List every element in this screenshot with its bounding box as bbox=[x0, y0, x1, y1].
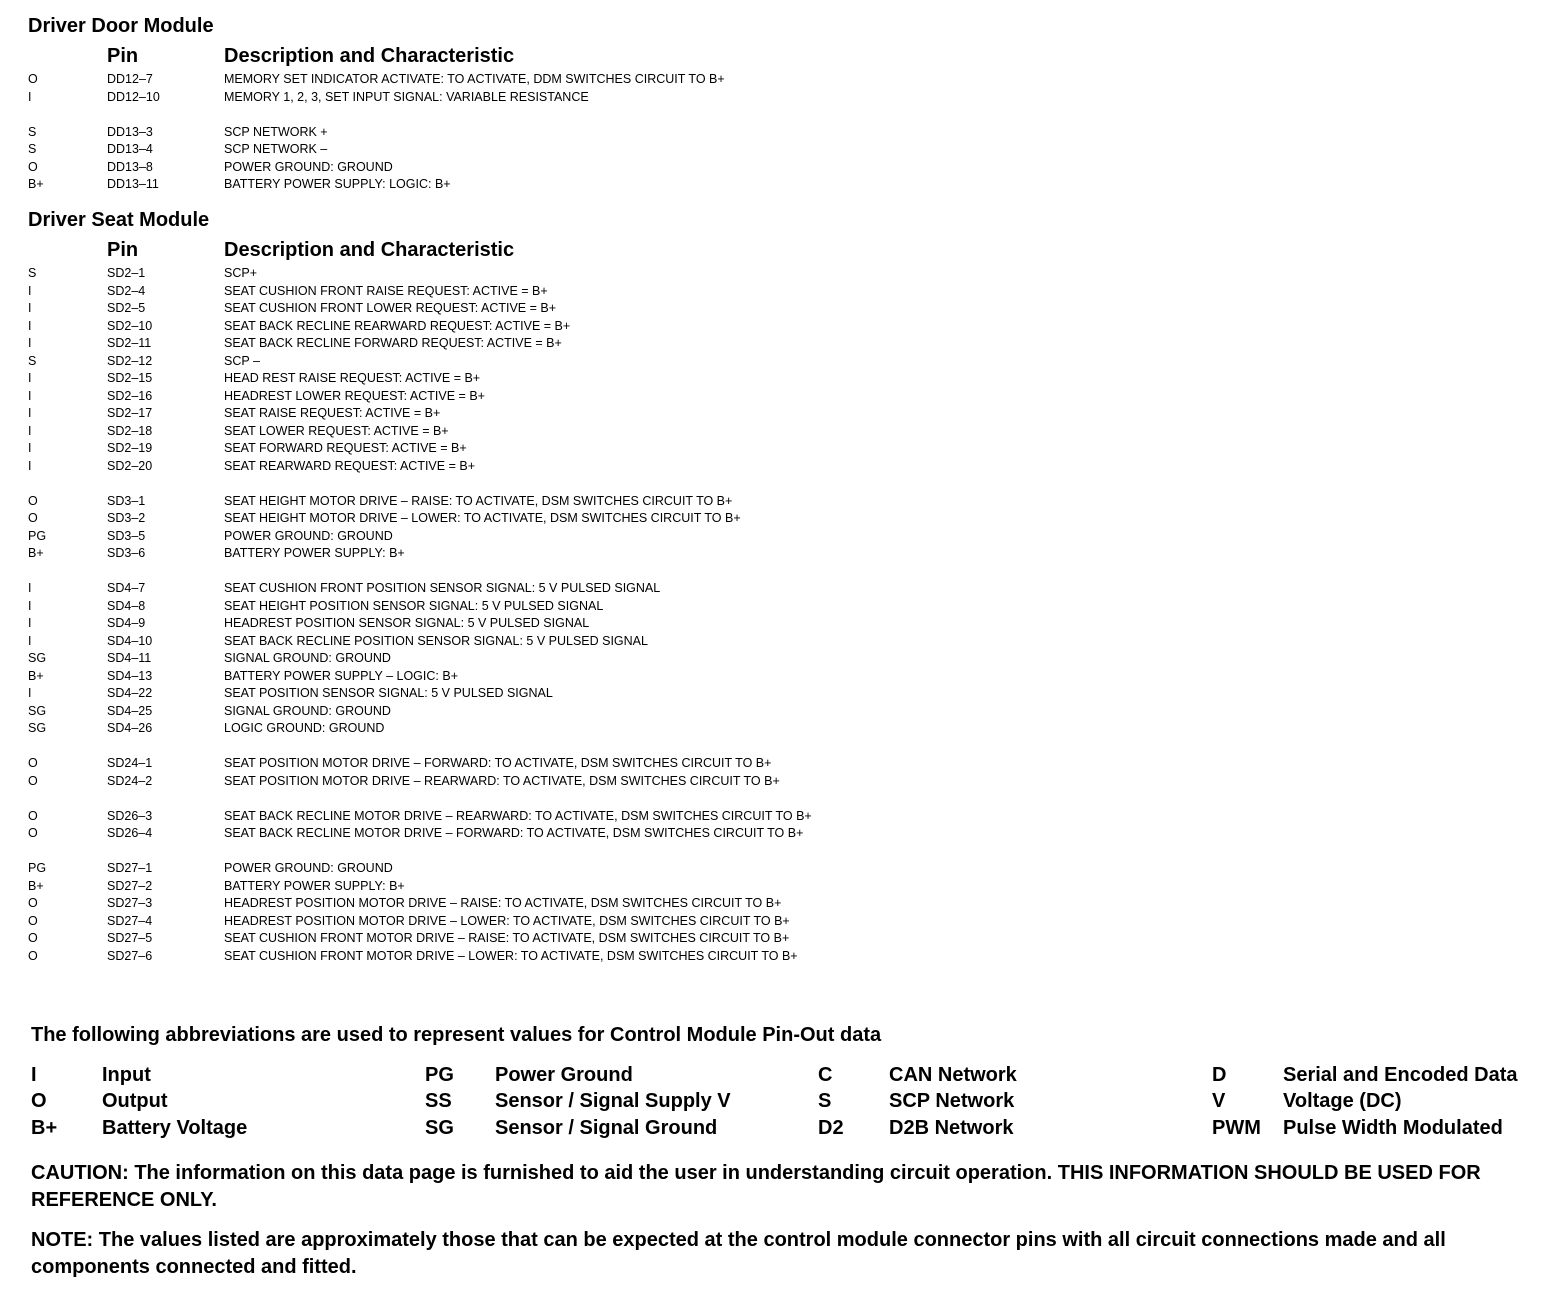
pin-type: O bbox=[28, 159, 38, 174]
pin-type: PG bbox=[28, 861, 47, 875]
pin-row bbox=[0, 633, 1000, 651]
pin-description: SEAT BACK RECLINE POSITION SENSOR SIGNAL: 5 V PULSED SIGNAL bbox=[224, 633, 648, 648]
abbreviation-row bbox=[0, 1088, 1568, 1114]
abbreviation-code: D2 bbox=[818, 1116, 844, 1139]
pin-type: B+ bbox=[28, 546, 44, 560]
pin-id: SD2–18 bbox=[107, 423, 153, 438]
pin-row bbox=[0, 405, 1000, 423]
abbreviation-meaning: D2B Network bbox=[889, 1116, 1014, 1139]
pin-type: I bbox=[28, 458, 32, 473]
group-spacer bbox=[0, 790, 1000, 808]
pin-id: SD2–5 bbox=[107, 301, 146, 315]
pin-row bbox=[0, 895, 1000, 913]
pin-row bbox=[0, 265, 1000, 283]
pin-id: SD3–5 bbox=[107, 528, 146, 543]
pin-type: I bbox=[28, 441, 32, 455]
pin-id: SD2–4 bbox=[107, 283, 146, 298]
pin-description: SEAT CUSHION FRONT POSITION SENSOR SIGNAL: 5 V PULSED SIGNAL bbox=[224, 581, 661, 595]
pin-type: I bbox=[28, 686, 32, 700]
pin-id: DD13–11 bbox=[107, 177, 159, 191]
pin-id: SD3–6 bbox=[107, 546, 146, 560]
abbreviation-code: PG bbox=[425, 1064, 454, 1086]
abbreviation-code: D bbox=[1212, 1064, 1227, 1086]
pin-type: I bbox=[28, 616, 32, 630]
pin-type: I bbox=[28, 318, 32, 333]
pin-description: SEAT FORWARD REQUEST: ACTIVE = B+ bbox=[224, 441, 467, 455]
pin-type: I bbox=[28, 336, 32, 350]
pin-id: SD4–8 bbox=[107, 598, 146, 613]
pin-description: SEAT BACK RECLINE MOTOR DRIVE – REARWARD: TO ACTIVATE, DSM SWITCHES CIRCUIT TO B+ bbox=[224, 808, 812, 823]
pin-row bbox=[0, 755, 1000, 773]
abbreviation-meaning: Pulse Width Modulated bbox=[1283, 1116, 1503, 1139]
pin-description: SEAT CUSHION FRONT RAISE REQUEST: ACTIVE = B+ bbox=[224, 283, 548, 298]
pin-type: B+ bbox=[28, 177, 44, 191]
pin-description: SCP NETWORK – bbox=[224, 142, 328, 156]
pin-row bbox=[0, 913, 1000, 931]
pin-id: SD4–22 bbox=[107, 686, 153, 700]
pin-id: SD2–15 bbox=[107, 371, 153, 385]
pin-row bbox=[0, 598, 1000, 616]
pin-type: S bbox=[28, 266, 37, 280]
pin-row bbox=[0, 440, 1000, 458]
pin-id: SD4–9 bbox=[107, 616, 146, 630]
pin-row bbox=[0, 159, 1000, 177]
pin-row bbox=[0, 948, 1000, 966]
pin-type: O bbox=[28, 808, 38, 823]
pin-type: I bbox=[28, 388, 32, 403]
group-spacer bbox=[0, 475, 1000, 493]
pin-type: I bbox=[28, 406, 32, 420]
pin-type: O bbox=[28, 896, 38, 910]
pin-id: SD24–1 bbox=[107, 756, 153, 770]
pin-type: B+ bbox=[28, 878, 44, 893]
pin-id: SD27–5 bbox=[107, 931, 153, 945]
pin-row bbox=[0, 930, 1000, 948]
pin-row bbox=[0, 650, 1000, 668]
pin-row bbox=[0, 528, 1000, 546]
pin-row bbox=[0, 773, 1000, 791]
pin-type: I bbox=[28, 371, 32, 385]
pin-description: MEMORY 1, 2, 3, SET INPUT SIGNAL: VARIABLE RESISTANCE bbox=[224, 89, 589, 104]
group-spacer bbox=[0, 738, 1000, 756]
group-spacer bbox=[0, 563, 1000, 581]
pin-description: HEAD REST RAISE REQUEST: ACTIVE = B+ bbox=[224, 371, 481, 385]
pin-type: O bbox=[28, 948, 38, 963]
pin-id: SD4–26 bbox=[107, 721, 153, 735]
pin-type: S bbox=[28, 142, 37, 156]
pin-id: SD4–13 bbox=[107, 668, 153, 683]
pin-type: I bbox=[28, 89, 32, 104]
pin-description: SEAT CUSHION FRONT LOWER REQUEST: ACTIVE = B+ bbox=[224, 301, 557, 315]
pin-description: HEADREST LOWER REQUEST: ACTIVE = B+ bbox=[224, 388, 485, 403]
pin-type: O bbox=[28, 931, 38, 945]
pin-row bbox=[0, 353, 1000, 371]
pin-description: SCP+ bbox=[224, 266, 258, 280]
pin-description: SEAT POSITION SENSOR SIGNAL: 5 V PULSED SIGNAL bbox=[224, 686, 553, 700]
pin-id: SD4–25 bbox=[107, 703, 153, 718]
abbreviation-code: S bbox=[818, 1090, 832, 1113]
pin-row bbox=[0, 510, 1000, 528]
pin-row bbox=[0, 71, 1000, 89]
abbreviation-meaning: Input bbox=[102, 1064, 151, 1086]
abbreviation-code: C bbox=[818, 1064, 833, 1086]
pin-id: SD2–12 bbox=[107, 353, 153, 368]
pin-id: SD2–1 bbox=[107, 266, 146, 280]
pin-id: DD12–7 bbox=[107, 72, 153, 86]
pin-description: SEAT BACK RECLINE REARWARD REQUEST: ACTIVE = B+ bbox=[224, 318, 571, 333]
group-spacer bbox=[0, 843, 1000, 861]
abbreviations-title: The following abbreviations are used to represent values for Control Module Pin-Out data bbox=[31, 1024, 882, 1046]
pin-row bbox=[0, 580, 1000, 598]
abbreviation-code: B+ bbox=[31, 1116, 58, 1139]
pin-id: SD2–20 bbox=[107, 458, 153, 473]
pin-type: O bbox=[28, 72, 38, 86]
pin-row bbox=[0, 423, 1000, 441]
pin-description: BATTERY POWER SUPPLY: LOGIC: B+ bbox=[224, 177, 451, 191]
pin-id: SD4–11 bbox=[107, 651, 152, 665]
pin-type: I bbox=[28, 581, 32, 595]
pin-id: SD4–7 bbox=[107, 581, 146, 595]
pin-row bbox=[0, 545, 1000, 563]
pin-id: SD27–4 bbox=[107, 913, 153, 928]
pin-id: SD3–2 bbox=[107, 511, 146, 525]
pin-row bbox=[0, 124, 1000, 142]
pin-type: O bbox=[28, 756, 38, 770]
pin-id: DD13–8 bbox=[107, 159, 153, 174]
pin-description: SEAT LOWER REQUEST: ACTIVE = B+ bbox=[224, 423, 449, 438]
pin-description: HEADREST POSITION MOTOR DRIVE – LOWER: TO ACTIVATE, DSM SWITCHES CIRCUIT TO B+ bbox=[224, 913, 790, 928]
pin-type: O bbox=[28, 493, 38, 508]
pin-row bbox=[0, 860, 1000, 878]
pin-description: BATTERY POWER SUPPLY: B+ bbox=[224, 878, 405, 893]
pin-description: SEAT REARWARD REQUEST: ACTIVE = B+ bbox=[224, 458, 475, 473]
pin-id: SD27–3 bbox=[107, 896, 153, 910]
pin-id: SD2–10 bbox=[107, 318, 153, 333]
abbreviation-code: PWM bbox=[1212, 1116, 1261, 1139]
pin-description: BATTERY POWER SUPPLY: B+ bbox=[224, 546, 405, 560]
pin-type: SG bbox=[28, 703, 47, 718]
pin-description: HEADREST POSITION SENSOR SIGNAL: 5 V PULSED SIGNAL bbox=[224, 616, 590, 630]
pin-row bbox=[0, 808, 1000, 826]
pin-row bbox=[0, 720, 1000, 738]
pin-type: I bbox=[28, 283, 32, 298]
pin-description: SIGNAL GROUND: GROUND bbox=[224, 651, 391, 665]
abbreviations-table bbox=[0, 1062, 1568, 1141]
pin-row bbox=[0, 458, 1000, 476]
pin-description: SEAT HEIGHT POSITION SENSOR SIGNAL: 5 V PULSED SIGNAL bbox=[224, 598, 604, 613]
pin-id: SD26–3 bbox=[107, 808, 153, 823]
pin-description: SIGNAL GROUND: GROUND bbox=[224, 703, 391, 718]
driver-seat-module-pin-list bbox=[0, 265, 1000, 965]
abbreviation-code: V bbox=[1212, 1090, 1226, 1113]
abbreviation-code: I bbox=[31, 1064, 37, 1086]
pin-description: SCP NETWORK + bbox=[224, 124, 328, 139]
pin-id: SD2–19 bbox=[107, 441, 153, 455]
pin-id: DD13–3 bbox=[107, 124, 153, 139]
driver-door-module-pin-list bbox=[0, 71, 1000, 194]
pin-id: SD24–2 bbox=[107, 773, 153, 788]
abbreviation-meaning: CAN Network bbox=[889, 1064, 1017, 1086]
pin-id: DD12–10 bbox=[107, 89, 160, 104]
pin-row bbox=[0, 176, 1000, 194]
pin-row bbox=[0, 318, 1000, 336]
pin-type: O bbox=[28, 913, 38, 928]
driver-door-module-header bbox=[0, 44, 1000, 68]
abbreviation-row bbox=[0, 1062, 1568, 1088]
pin-id: SD27–2 bbox=[107, 878, 153, 893]
pin-id: SD3–1 bbox=[107, 493, 146, 508]
pin-description: SEAT POSITION MOTOR DRIVE – FORWARD: TO ACTIVATE, DSM SWITCHES CIRCUIT TO B+ bbox=[224, 756, 772, 770]
pin-type: I bbox=[28, 423, 32, 438]
description-column-header: Description and Characteristic bbox=[224, 45, 515, 67]
pin-type: S bbox=[28, 353, 37, 368]
pin-description: BATTERY POWER SUPPLY – LOGIC: B+ bbox=[224, 668, 458, 683]
pin-description: SCP – bbox=[224, 353, 260, 368]
pin-id: SD2–11 bbox=[107, 336, 152, 350]
driver-seat-module-header bbox=[0, 238, 1000, 262]
pin-description: MEMORY SET INDICATOR ACTIVATE: TO ACTIVATE, DDM SWITCHES CIRCUIT TO B+ bbox=[224, 72, 725, 86]
abbreviation-meaning: Sensor / Signal Ground bbox=[495, 1116, 718, 1139]
pin-id: SD4–10 bbox=[107, 633, 153, 648]
pin-description: SEAT POSITION MOTOR DRIVE – REARWARD: TO ACTIVATE, DSM SWITCHES CIRCUIT TO B+ bbox=[224, 773, 780, 788]
abbreviation-code: SS bbox=[425, 1090, 452, 1113]
pin-description: LOGIC GROUND: GROUND bbox=[224, 721, 385, 735]
pin-row bbox=[0, 141, 1000, 159]
pin-id: DD13–4 bbox=[107, 142, 153, 156]
pin-row bbox=[0, 388, 1000, 406]
pin-row bbox=[0, 878, 1000, 896]
pin-row bbox=[0, 493, 1000, 511]
pin-description: POWER GROUND: GROUND bbox=[224, 159, 393, 174]
abbreviation-meaning: Voltage (DC) bbox=[1283, 1090, 1402, 1113]
abbreviation-row bbox=[0, 1115, 1568, 1141]
pin-id: SD27–6 bbox=[107, 948, 153, 963]
note-text: NOTE: The values listed are approximately those that can be expected at the control module connector pins with all circuit connections made and all components connected and fitted. bbox=[31, 1229, 1446, 1278]
pin-description: POWER GROUND: GROUND bbox=[224, 528, 393, 543]
abbreviation-meaning: Output bbox=[102, 1090, 168, 1113]
pin-id: SD27–1 bbox=[107, 861, 153, 875]
pin-id: SD2–17 bbox=[107, 406, 153, 420]
pin-row bbox=[0, 300, 1000, 318]
driver-door-module-title: Driver Door Module bbox=[28, 15, 214, 37]
pin-description: SEAT CUSHION FRONT MOTOR DRIVE – LOWER: TO ACTIVATE, DSM SWITCHES CIRCUIT TO B+ bbox=[224, 948, 798, 963]
pin-description: SEAT RAISE REQUEST: ACTIVE = B+ bbox=[224, 406, 441, 420]
abbreviation-meaning: Battery Voltage bbox=[102, 1116, 248, 1139]
pin-row bbox=[0, 370, 1000, 388]
pin-type: I bbox=[28, 633, 32, 648]
pin-description: SEAT HEIGHT MOTOR DRIVE – LOWER: TO ACTIVATE, DSM SWITCHES CIRCUIT TO B+ bbox=[224, 511, 741, 525]
pin-column-header: Pin bbox=[107, 45, 139, 67]
pin-row bbox=[0, 685, 1000, 703]
abbreviation-code: O bbox=[31, 1090, 47, 1113]
group-spacer bbox=[0, 106, 1000, 124]
pin-type: O bbox=[28, 773, 38, 788]
pin-description: SEAT BACK RECLINE MOTOR DRIVE – FORWARD: TO ACTIVATE, DSM SWITCHES CIRCUIT TO B+ bbox=[224, 826, 804, 840]
pin-row bbox=[0, 668, 1000, 686]
pin-type: SG bbox=[28, 651, 47, 665]
pin-description: POWER GROUND: GROUND bbox=[224, 861, 393, 875]
pin-row bbox=[0, 283, 1000, 301]
pin-row bbox=[0, 615, 1000, 633]
pin-type: B+ bbox=[28, 668, 44, 683]
abbreviation-meaning: Serial and Encoded Data bbox=[1283, 1064, 1518, 1086]
pin-description: HEADREST POSITION MOTOR DRIVE – RAISE: TO ACTIVATE, DSM SWITCHES CIRCUIT TO B+ bbox=[224, 896, 782, 910]
description-column-header: Description and Characteristic bbox=[224, 239, 515, 261]
pin-id: SD26–4 bbox=[107, 826, 153, 840]
pin-column-header: Pin bbox=[107, 239, 139, 261]
pin-type: I bbox=[28, 598, 32, 613]
pin-type: O bbox=[28, 826, 38, 840]
pin-row bbox=[0, 825, 1000, 843]
abbreviation-meaning: SCP Network bbox=[889, 1090, 1015, 1113]
pin-row bbox=[0, 335, 1000, 353]
caution-text: CAUTION: The information on this data page is furnished to aid the user in understanding circuit operation. THIS INFORMATION SHOULD BE USED FOR REFERENCE ONLY. bbox=[31, 1162, 1481, 1211]
pin-type: PG bbox=[28, 528, 47, 543]
abbreviation-meaning: Sensor / Signal Supply V bbox=[495, 1090, 731, 1113]
pin-type: I bbox=[28, 301, 32, 315]
pin-id: SD2–16 bbox=[107, 388, 153, 403]
pin-row bbox=[0, 703, 1000, 721]
pin-type: SG bbox=[28, 721, 47, 735]
pin-type: O bbox=[28, 511, 38, 525]
driver-seat-module-title: Driver Seat Module bbox=[28, 209, 210, 231]
pin-description: SEAT HEIGHT MOTOR DRIVE – RAISE: TO ACTIVATE, DSM SWITCHES CIRCUIT TO B+ bbox=[224, 493, 733, 508]
pin-type: S bbox=[28, 124, 37, 139]
abbreviation-meaning: Power Ground bbox=[495, 1064, 633, 1086]
pin-description: SEAT BACK RECLINE FORWARD REQUEST: ACTIVE = B+ bbox=[224, 336, 562, 350]
pin-row bbox=[0, 89, 1000, 107]
pin-description: SEAT CUSHION FRONT MOTOR DRIVE – RAISE: TO ACTIVATE, DSM SWITCHES CIRCUIT TO B+ bbox=[224, 931, 790, 945]
abbreviation-code: SG bbox=[425, 1116, 454, 1139]
